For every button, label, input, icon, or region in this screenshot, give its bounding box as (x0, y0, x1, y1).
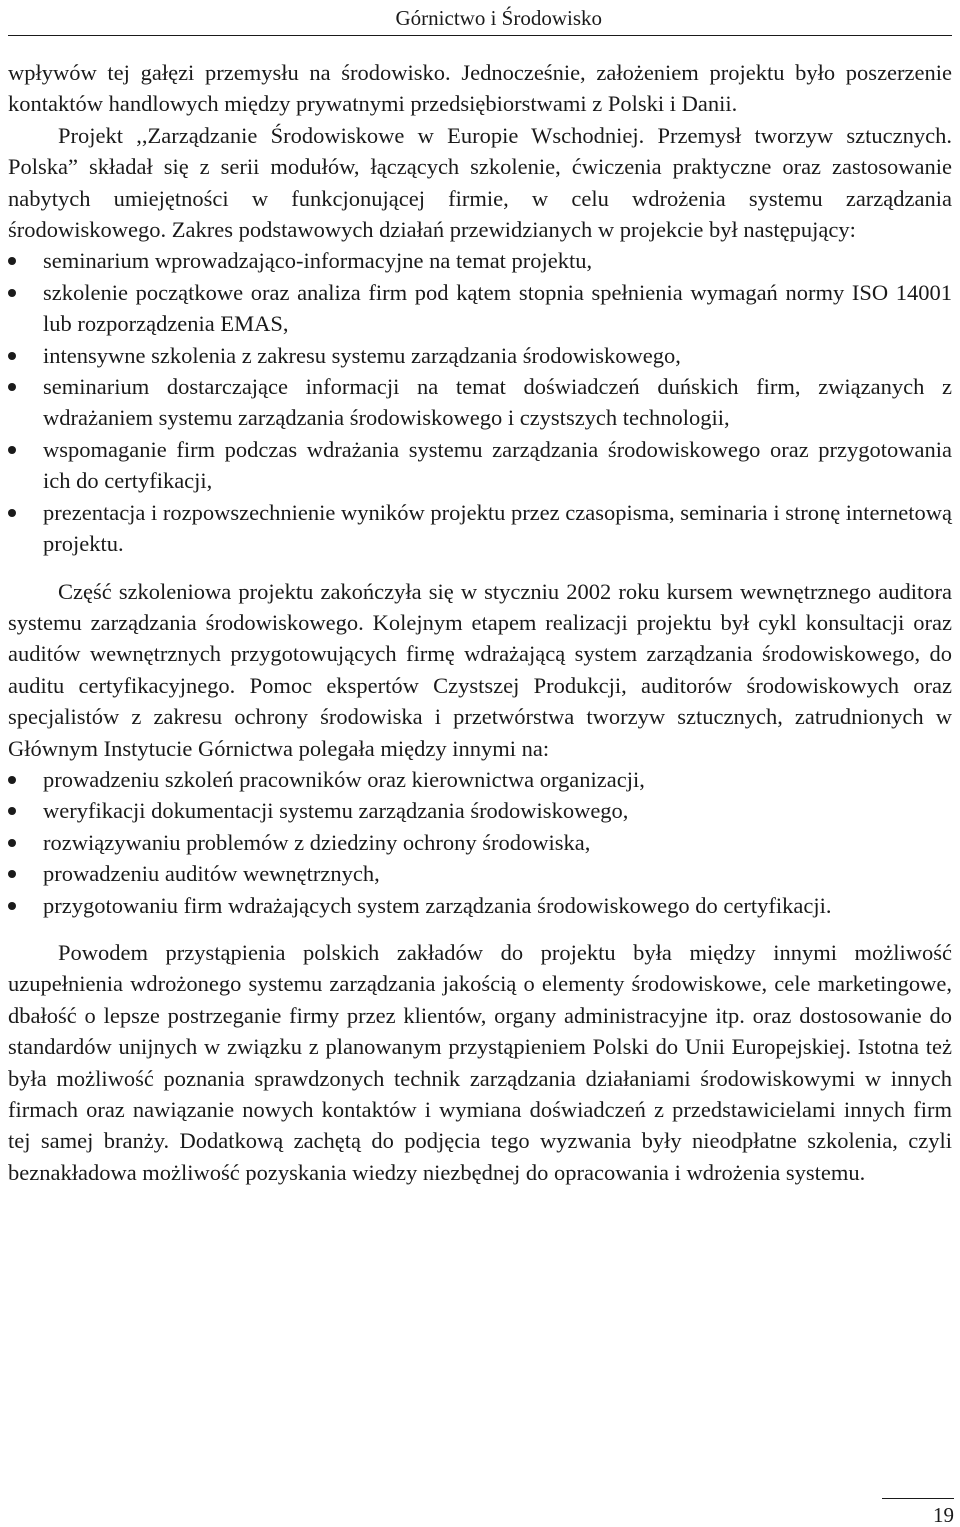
list-item: seminarium wprowadzająco-informacyjne na temat projektu, (8, 245, 952, 276)
bullet-icon (8, 870, 16, 878)
paragraph-continued: wpływów tej gałęzi przemysłu na środowisko. Jednocześnie, założeniem projektu było poszerzenie kontaktów handlowych między prywatnymi przedsiębiorstwami z Polski i Danii. (8, 60, 952, 117)
running-header: Górnictwo i Środowisko (395, 6, 602, 30)
bullet-icon (8, 446, 16, 454)
list-item: prezentacja i rozpowszechnienie wyników projektu przez czasopisma, seminaria i stronę internetową projektu. (8, 497, 952, 560)
footer-divider (882, 1498, 954, 1499)
list-item: szkolenie początkowe oraz analiza firm pod kątem stopnia spełnienia wymagań normy ISO 14001 lub rozporządzenia EMAS, (8, 277, 952, 340)
bullet-icon (8, 383, 16, 391)
paragraph-motivation: Powodem przystąpienia polskich zakładów do projektu była między innymi możliwość uzupełnienia wdrożonego systemu zarządzania jakością o elementy środowiskowe, cele marketingowe, dbałość o lepsze postrzeganie firmy przez klientów, organy administracyjne itp. oraz dostosowanie do standardów unijnych w związku z planowanym przystąpieniem Polski do Unii Europejskiej. Istotna też była możliwość poznania sprawdzonych technik zarządzania działaniami środowiskowymi w innych firmach oraz nawiązanie nowych kontaktów i wymiana doświadczeń z przedstawicielami innych firm tej samej branży. Dodatkową zachętą do podjęcia tego wyzwania były nieodpłatne szkolenia, czyli beznakładowa możliwość pozyskania wiedzy niezbędnej do opracowania i wdrożenia systemu. (8, 939, 952, 1185)
project-activities-list (8, 245, 952, 559)
expert-assistance-list (8, 764, 952, 921)
paragraph-project-description: Projekt ,,Zarządzanie Środowiskowe w Europie Wschodniej. Przemysł tworzyw sztucznych. Polska” składał się z serii modułów, łączących szkolenie, ćwiczenia praktyczne oraz zastosowanie nabytych umiejętności w funkcjonującej firmie, w celu wdrożenia systemu zarządzania środowiskowego. Zakres podstawowych działań przewidzianych w projekcie był następujący: (8, 122, 952, 243)
list-item: rozwiązywaniu problemów z dziedziny ochrony środowiska, (8, 827, 952, 858)
bullet-icon (8, 509, 16, 517)
bullet-icon (8, 257, 16, 265)
list-item: prowadzeniu szkoleń pracowników oraz kierownictwa organizacji, (8, 764, 952, 795)
bullet-icon (8, 289, 16, 297)
list-item: weryfikacji dokumentacji systemu zarządzania środowiskowego, (8, 795, 952, 826)
list-item: przygotowaniu firm wdrażających system zarządzania środowiskowego do certyfikacji. (8, 890, 952, 921)
list-item: prowadzeniu auditów wewnętrznych, (8, 858, 952, 889)
header-divider (8, 35, 952, 36)
list-item: seminarium dostarczające informacji na temat doświadczeń duńskich firm, związanych z wdrażaniem systemu zarządzania środowiskowego i czystszych technologii, (8, 371, 952, 434)
page-number: 19 (933, 1503, 954, 1527)
list-item: wspomaganie firm podczas wdrażania systemu zarządzania środowiskowego oraz przygotowania ich do certyfikacji, (8, 434, 952, 497)
list-item: intensywne szkolenia z zakresu systemu zarządzania środowiskowego, (8, 340, 952, 371)
bullet-icon (8, 352, 16, 360)
bullet-icon (8, 807, 16, 815)
bullet-icon (8, 902, 16, 910)
paragraph-training-part: Część szkoleniowa projektu zakończyła się w styczniu 2002 roku kursem wewnętrznego auditora systemu zarządzania środowiskowego. Kolejnym etapem realizacji projektu był cykl konsultacji oraz auditów wewnętrznych przygotowujących firmę wdrażającą system zarządzania środowiskowego, do auditu certyfikacyjnego. Pomoc ekspertów Czystszej Produkcji, auditorów środowiskowych oraz specjalistów z zakresu ochrony środowiska i przetwórstwa tworzyw sztucznych, zatrudnionych w Głównym Instytucie Górnictwa polegała między innymi na: (8, 578, 952, 761)
page-body (8, 57, 952, 1188)
bullet-icon (8, 776, 16, 784)
bullet-icon (8, 839, 16, 847)
